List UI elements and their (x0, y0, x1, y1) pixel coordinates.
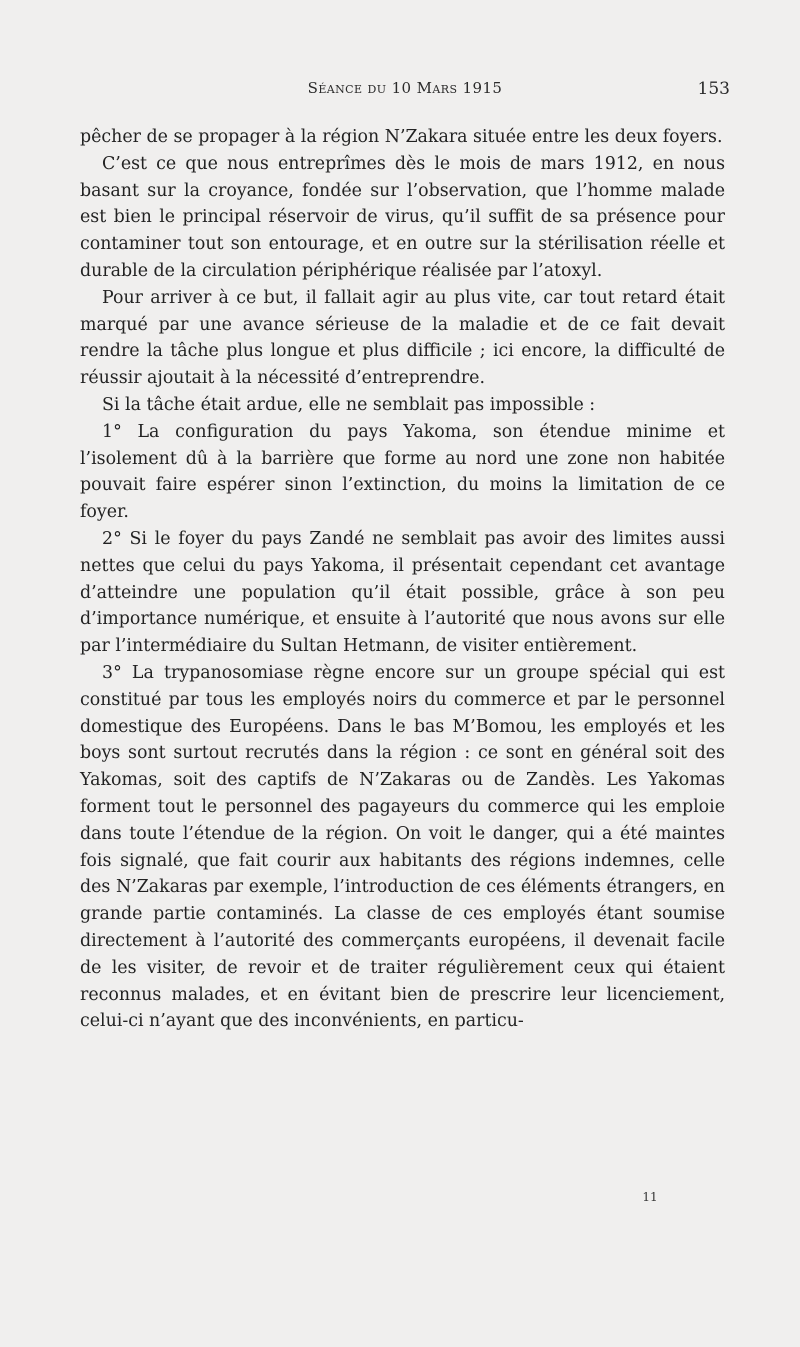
page-number: 153 (697, 79, 730, 99)
running-head: Séance du 10 Mars 1915 (307, 79, 503, 97)
paragraph-5: 1° La configuration du pays Yakoma, son étendue minime et l’isolement dû à la barrière que forme au nord une zone non habitée pouvait faire espérer sinon l’extinction, du moins la limitation de ce foyer. (80, 421, 725, 523)
paragraph-7: 3° La trypanosomiase règne encore sur un groupe spécial qui est constitué par tous les employés noirs du commerce et par le personnel domestique des Européens. Dans le bas M’Bomou, les employés et les boys sont surtout recrutés dans la région : ce sont en général soit des Yakomas, soit des captifs de N’Zakaras ou de Zandès. Les Yakomas forment tout le personnel des pagayeurs du commerce qui les emploie dans toute l’étendue de la région. On voit le danger, qui a été maintes fois signalé, que fait courir aux habitants des régions indemnes, celle des N’Zakaras par exemple, l’introduction de ces éléments étrangers, en grande partie contaminés. La classe de ces employés étant soumise directement à l’autorité des commerçants européens, il devenait facile de les visiter, de revoir et de traiter régulièrement ceux qui étaient reconnus malades, et en évitant bien de prescrire leur licenciement, celui-ci n’ayant que des inconvénients, en particu- (80, 662, 725, 1032)
paragraph-3: Pour arriver à ce but, il fallait agir au plus vite, car tout retard était marqué par une avance sérieuse de la maladie et de ce fait devait rendre la tâche plus longue et plus difficile ; ici encore, la difficulté de réussir ajoutait à la nécessité d’entreprendre. (80, 287, 725, 389)
page-header (80, 79, 730, 101)
body-text (80, 124, 725, 1035)
signature-mark: 11 (642, 1190, 658, 1204)
paragraph-4: Si la tâche était ardue, elle ne semblait pas impossible : (102, 394, 596, 415)
paragraph-2: C’est ce que nous entreprîmes dès le mois de mars 1912, en nous basant sur la croyance, fondée sur l’observation, que l’homme malade est bien le principal réservoir de virus, qu’il suffit de sa présence pour contaminer tout son entourage, et en outre sur la stérilisation réelle et durable de la circulation périphérique réalisée par l’atoxyl. (80, 153, 725, 281)
paragraph-1: pêcher de se propager à la région N’Zakara située entre les deux foyers. (80, 127, 723, 147)
paragraph-6: 2° Si le foyer du pays Zandé ne semblait pas avoir des limites aussi nettes que celui du pays Yakoma, il présentait cependant cet avantage d’atteindre une population qu’il était possible, grâce à son peu d’importance numérique, et ensuite à l’autorité que nous avons sur elle par l’intermédiaire du Sultan Hetmann, de visiter entièrement. (80, 528, 725, 657)
